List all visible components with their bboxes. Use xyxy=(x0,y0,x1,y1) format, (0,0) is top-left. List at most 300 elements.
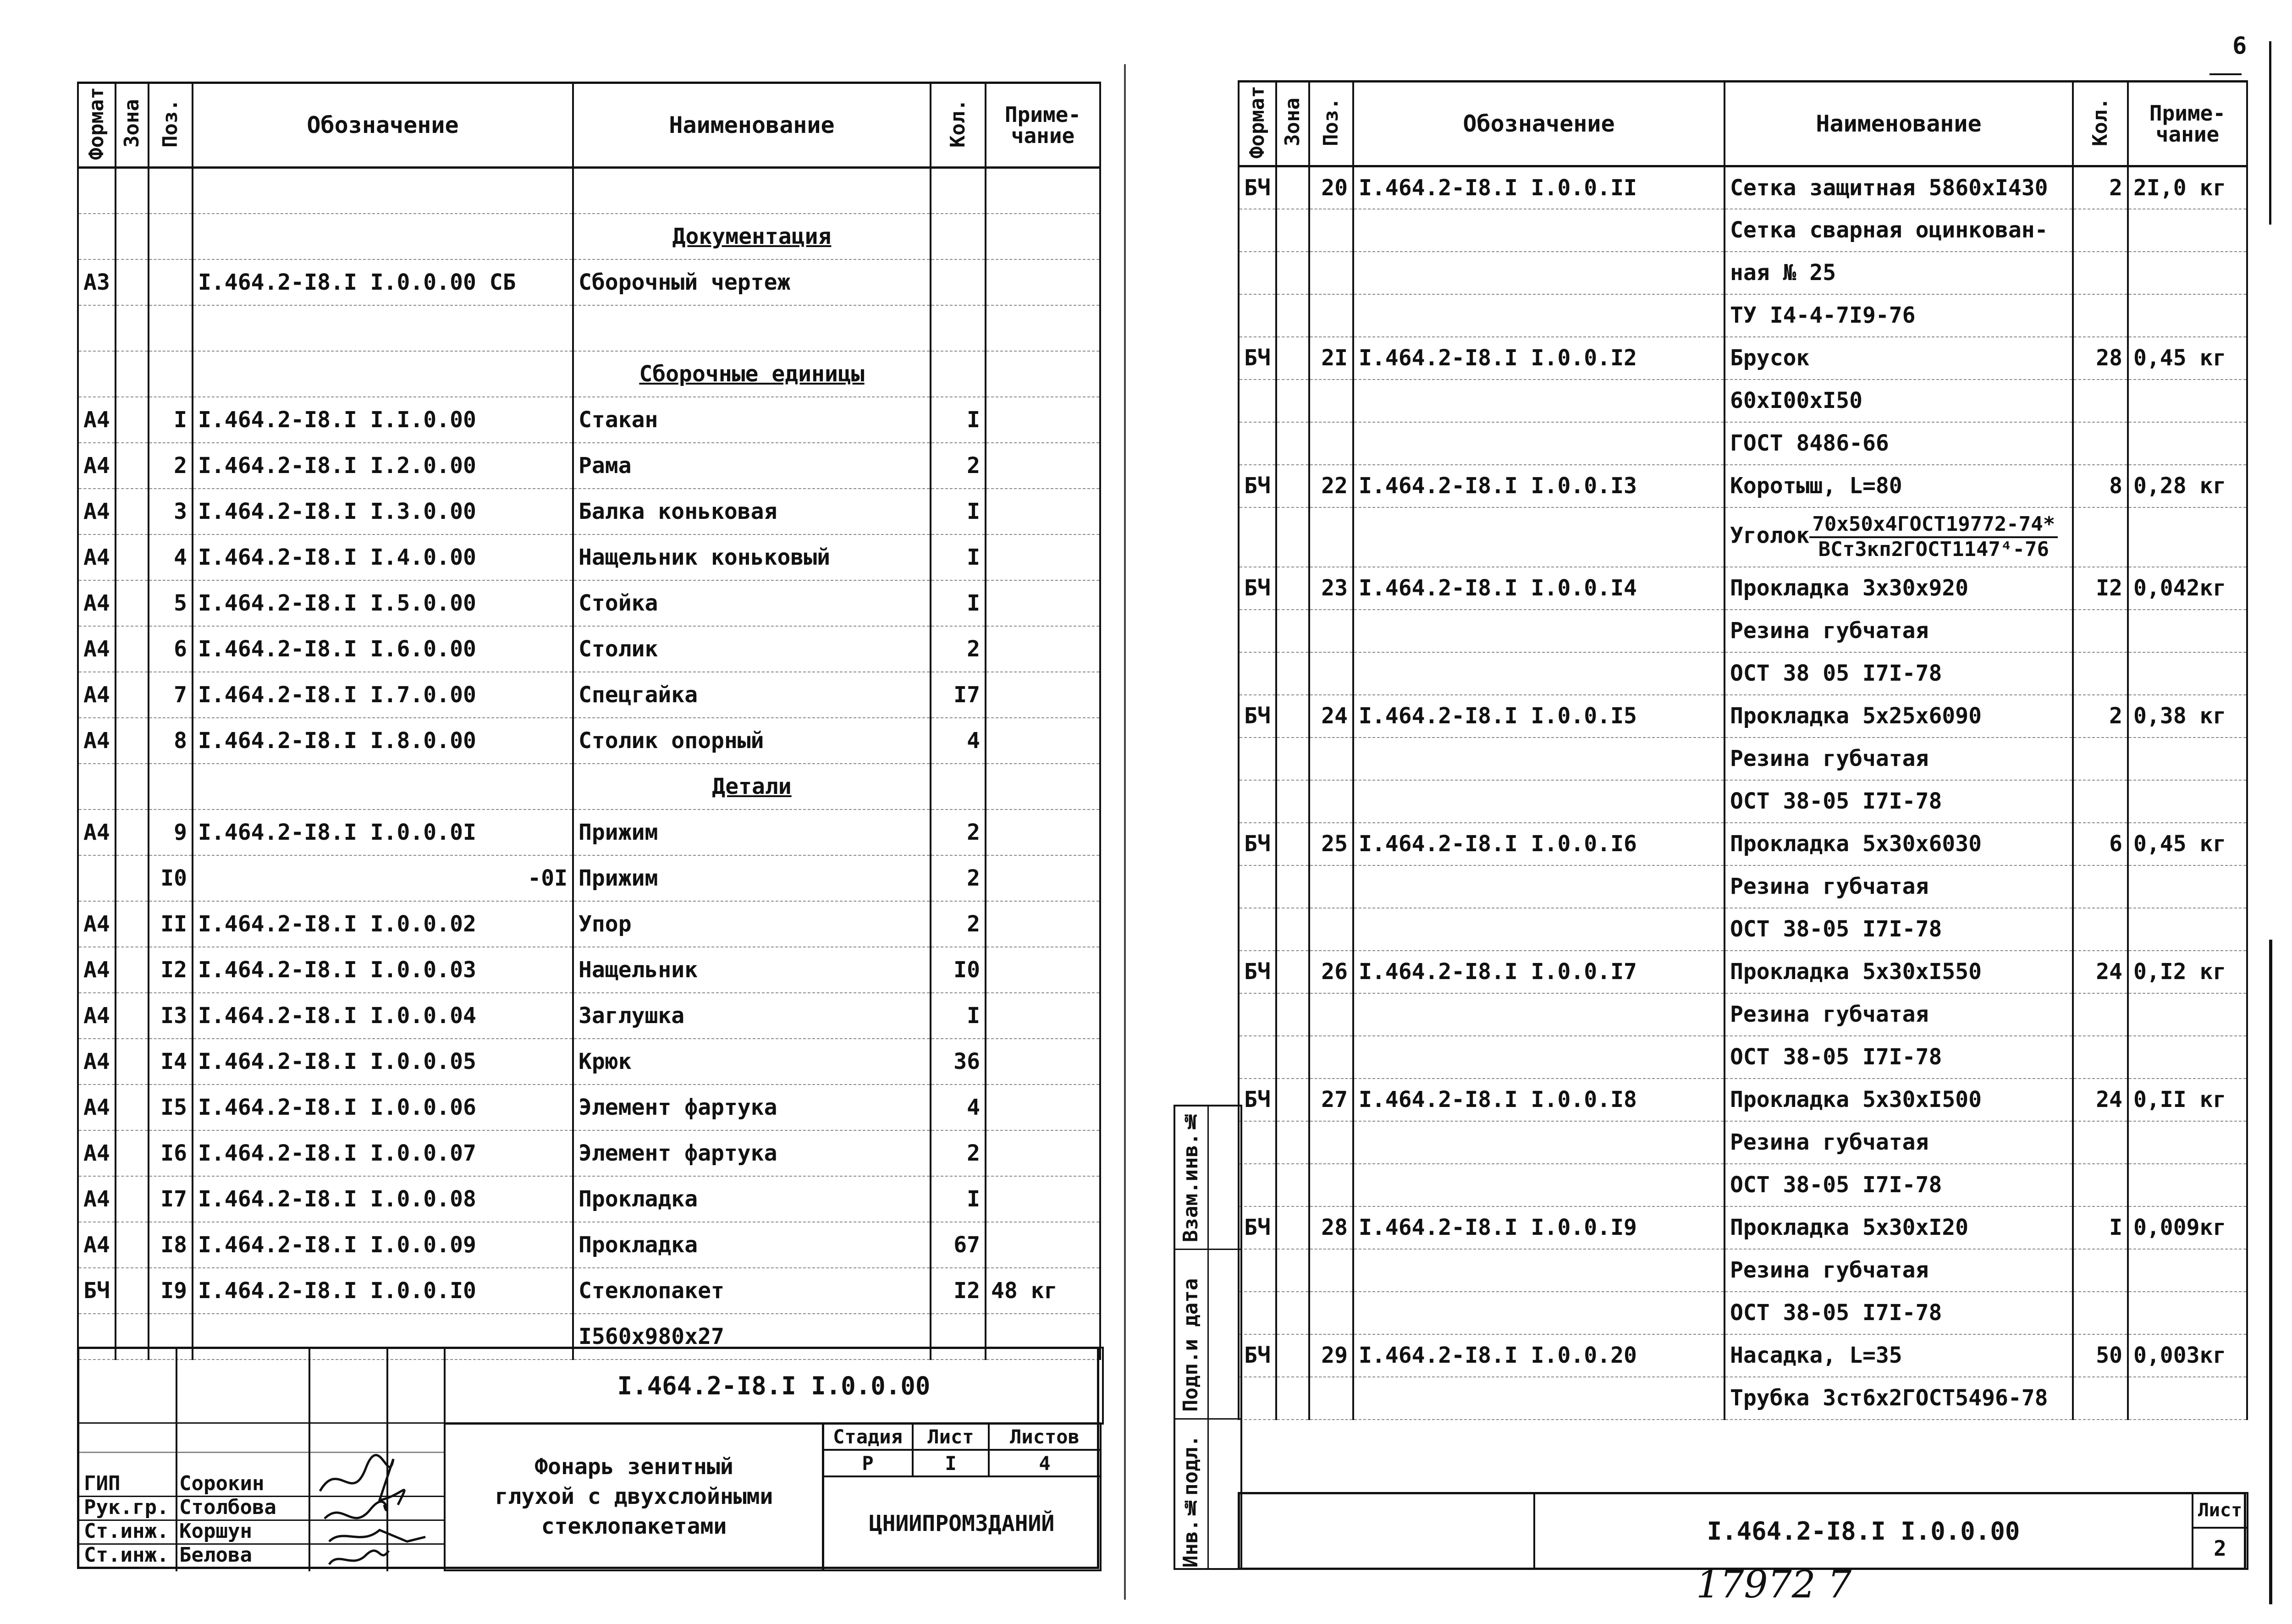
angle-fraction: $\frac{\text{70x50x4ГОСТ19772-74*}}{\text{ВСт3кп2ГОСТ1147⁴-76}}$ xyxy=(1809,513,2058,561)
name-cell: Прокладка xyxy=(573,1222,931,1268)
name-cell: Элемент фартука xyxy=(573,1085,931,1130)
designation-cell xyxy=(1353,380,1725,422)
designation-cell xyxy=(1353,1377,1725,1420)
position-cell: I6 xyxy=(149,1130,193,1176)
position-cell xyxy=(1309,294,1353,337)
name-cell: Прокладка xyxy=(573,1176,931,1222)
side-label-vzam-inv: Взам.инв.№ xyxy=(1179,1109,1202,1242)
spec-row xyxy=(1239,610,2247,652)
format-cell: А4 xyxy=(78,718,116,764)
name-cell: Стакан xyxy=(573,397,931,443)
name-cell: Прокладка 3x30x920 xyxy=(1725,567,2073,610)
format-cell: БЧ xyxy=(1239,1334,1276,1377)
position-cell: 23 xyxy=(1309,567,1353,610)
designation-cell: I.464.2-I8.I I.0.0.I8 xyxy=(1353,1079,1725,1121)
zone-cell xyxy=(116,947,149,993)
name-cell xyxy=(573,305,931,351)
name-cell: ОСТ 38-05 I7I-78 xyxy=(1725,1164,2073,1206)
page-corner-number: 6 xyxy=(2232,32,2247,60)
designation-cell: I.464.2-I8.I I.0.0.05 xyxy=(193,1039,573,1085)
zone-cell xyxy=(1276,695,1309,738)
format-cell xyxy=(1239,380,1276,422)
zone-cell xyxy=(116,809,149,855)
zone-cell xyxy=(116,901,149,947)
quantity-cell xyxy=(931,168,986,214)
format-cell xyxy=(1239,780,1276,823)
designation-cell xyxy=(1353,738,1725,780)
format-cell: БЧ xyxy=(1239,951,1276,993)
quantity-cell xyxy=(2073,507,2128,567)
col-note-header: Приме- чание xyxy=(986,83,1100,168)
spec-row xyxy=(1239,1377,2247,1420)
quantity-cell: 2 xyxy=(931,1130,986,1176)
quantity-cell: I xyxy=(931,534,986,580)
format-cell xyxy=(1239,294,1276,337)
zone-cell xyxy=(116,397,149,443)
designation-cell xyxy=(1353,1036,1725,1079)
zone-cell xyxy=(116,580,149,626)
zone-cell xyxy=(1276,422,1309,465)
name-cell: Резина губчатая xyxy=(1725,993,2073,1036)
quantity-cell: 2 xyxy=(2073,695,2128,738)
section-heading: Сборочные единицы xyxy=(573,351,931,397)
designation-cell: I.464.2-I8.I I.5.0.00 xyxy=(193,580,573,626)
note-cell xyxy=(2128,209,2247,252)
designation-cell: I.464.2-I8.I I.4.0.00 xyxy=(193,534,573,580)
format-cell: БЧ xyxy=(1239,337,1276,380)
right-stamp-sheet-value: 2 xyxy=(2192,1527,2248,1570)
position-cell xyxy=(1309,1249,1353,1292)
zone-cell xyxy=(116,855,149,901)
quantity-cell xyxy=(2073,865,2128,908)
left-header-row xyxy=(78,83,1100,168)
zone-cell xyxy=(1276,652,1309,695)
format-cell xyxy=(1239,865,1276,908)
zone-cell xyxy=(1276,1377,1309,1420)
format-cell xyxy=(78,855,116,901)
position-cell: 22 xyxy=(1309,465,1353,507)
signer-row: Ст.инж. Белова xyxy=(84,1543,252,1567)
format-cell: А4 xyxy=(78,901,116,947)
spec-row xyxy=(78,1085,1100,1130)
format-cell xyxy=(78,168,116,214)
signer-row: Рук.гр. Столбова xyxy=(79,1496,444,1521)
left-spec-body xyxy=(78,168,1100,1360)
position-cell: I8 xyxy=(149,1222,193,1268)
spec-row xyxy=(78,993,1100,1039)
designation-cell: I.464.2-I8.I I.0.0.03 xyxy=(193,947,573,993)
spec-row xyxy=(78,489,1100,534)
name-cell: Рама xyxy=(573,443,931,489)
name-cell: Прокладка 5x30xI20 xyxy=(1725,1206,2073,1249)
spec-row xyxy=(1239,465,2247,507)
spec-row xyxy=(1239,1079,2247,1121)
note-cell xyxy=(2128,380,2247,422)
quantity-cell xyxy=(2073,610,2128,652)
name-cell: Прокладка 5x25x6090 xyxy=(1725,695,2073,738)
quantity-cell xyxy=(2073,1377,2128,1420)
name-cell: Сборочный чертеж xyxy=(573,259,931,305)
designation-cell xyxy=(1353,252,1725,294)
quantity-cell xyxy=(931,305,986,351)
quantity-cell: I xyxy=(931,397,986,443)
quantity-cell: I2 xyxy=(2073,567,2128,610)
note-cell xyxy=(2128,252,2247,294)
zone-cell xyxy=(1276,1036,1309,1079)
name-cell: Прижим xyxy=(573,809,931,855)
spec-row xyxy=(78,947,1100,993)
note-cell xyxy=(986,489,1100,534)
designation-cell: -0I xyxy=(193,855,573,901)
name-cell: Заглушка xyxy=(573,993,931,1039)
position-cell xyxy=(1309,1292,1353,1334)
position-cell: 26 xyxy=(1309,951,1353,993)
col-qty-header: Кол. xyxy=(2073,82,2128,166)
name-cell: ОСТ 38 05 I7I-78 xyxy=(1725,652,2073,695)
format-cell: А4 xyxy=(78,534,116,580)
note-cell xyxy=(2128,780,2247,823)
name-cell: Стойка xyxy=(573,580,931,626)
note-cell xyxy=(986,305,1100,351)
note-cell xyxy=(2128,1036,2247,1079)
format-cell xyxy=(1239,252,1276,294)
right-spec-body xyxy=(1239,166,2247,1420)
stamp-sheets-label: Листов xyxy=(988,1422,1102,1451)
format-cell xyxy=(78,764,116,809)
corner-mark xyxy=(2209,73,2242,75)
format-cell xyxy=(1239,1121,1276,1164)
position-cell xyxy=(1309,993,1353,1036)
spec-row xyxy=(1239,567,2247,610)
note-cell xyxy=(986,718,1100,764)
position-cell xyxy=(1309,610,1353,652)
note-cell xyxy=(986,397,1100,443)
col-note-header: Приме- чание xyxy=(2128,82,2247,166)
left-spec-sheet xyxy=(77,82,1099,1360)
quantity-cell xyxy=(2073,209,2128,252)
note-cell xyxy=(2128,865,2247,908)
position-cell xyxy=(1309,380,1353,422)
note-cell: 0,042кг xyxy=(2128,567,2247,610)
spec-row xyxy=(78,397,1100,443)
format-cell xyxy=(1239,1036,1276,1079)
signature-scribbles xyxy=(311,1431,448,1569)
position-cell: 2I xyxy=(1309,337,1353,380)
stamp-stage-label: Стадия xyxy=(822,1422,914,1451)
position-cell: 8 xyxy=(149,718,193,764)
quantity-cell xyxy=(931,214,986,259)
spec-row xyxy=(1239,823,2247,865)
format-cell xyxy=(78,351,116,397)
spec-row xyxy=(1239,1249,2247,1292)
quantity-cell: I xyxy=(931,993,986,1039)
spec-row xyxy=(1239,738,2247,780)
designation-cell xyxy=(193,214,573,259)
name-cell xyxy=(573,168,931,214)
position-cell xyxy=(1309,1377,1353,1420)
name-cell: Коротыш, L=80 xyxy=(1725,465,2073,507)
col-zone-header: Зона xyxy=(116,83,149,168)
designation-cell xyxy=(1353,610,1725,652)
zone-cell xyxy=(116,351,149,397)
quantity-cell xyxy=(2073,1249,2128,1292)
quantity-cell: 24 xyxy=(2073,951,2128,993)
note-cell: 48 кг xyxy=(986,1268,1100,1314)
format-cell: А4 xyxy=(78,443,116,489)
note-cell xyxy=(986,259,1100,305)
col-qty-header: Кол. xyxy=(931,83,986,168)
spec-row xyxy=(78,1222,1100,1268)
note-cell xyxy=(986,168,1100,214)
name-cell: Резина губчатая xyxy=(1725,738,2073,780)
name-cell: Столик опорный xyxy=(573,718,931,764)
name-cell: Прокладка 5x30xI500 xyxy=(1725,1079,2073,1121)
spec-row xyxy=(1239,422,2247,465)
note-cell xyxy=(986,1130,1100,1176)
designation-cell: I.464.2-I8.I I.I.0.00 xyxy=(193,397,573,443)
stamp-doc-code: I.464.2-I8.I I.0.0.00 xyxy=(444,1347,1104,1425)
quantity-cell xyxy=(931,259,986,305)
designation-cell xyxy=(193,764,573,809)
position-cell: I4 xyxy=(149,1039,193,1085)
col-designation-header: Обозначение xyxy=(193,83,573,168)
position-cell xyxy=(1309,780,1353,823)
stamp-sheets-value: 4 xyxy=(988,1449,1102,1477)
note-cell xyxy=(986,1039,1100,1085)
zone-cell xyxy=(1276,951,1309,993)
spec-row xyxy=(1239,993,2247,1036)
quantity-cell xyxy=(2073,1036,2128,1079)
zone-cell xyxy=(116,1222,149,1268)
col-format-header: Формат xyxy=(78,83,116,168)
name-cell: Прокладка 5x30x6030 xyxy=(1725,823,2073,865)
format-cell xyxy=(1239,993,1276,1036)
format-cell xyxy=(78,214,116,259)
note-cell: 0,45 кг xyxy=(2128,823,2247,865)
quantity-cell xyxy=(931,351,986,397)
note-cell xyxy=(2128,993,2247,1036)
handwritten-inventory-number: 17972 7 xyxy=(1696,1563,1852,1607)
quantity-cell xyxy=(2073,380,2128,422)
right-header-row xyxy=(1239,82,2247,166)
position-cell: I3 xyxy=(149,993,193,1039)
spec-row xyxy=(1239,1292,2247,1334)
spec-row xyxy=(1239,695,2247,738)
name-cell: Сетка сварная оцинкован- xyxy=(1725,209,2073,252)
spec-row xyxy=(78,580,1100,626)
zone-cell xyxy=(116,626,149,672)
designation-cell xyxy=(1353,507,1725,567)
name-cell: Прокладка 5x30xI550 xyxy=(1725,951,2073,993)
position-cell xyxy=(149,259,193,305)
spec-row xyxy=(78,855,1100,901)
angle-prefix: Уголок xyxy=(1730,523,1810,549)
format-cell xyxy=(1239,1377,1276,1420)
name-cell: Сетка защитная 5860xI430 xyxy=(1725,166,2073,209)
note-cell xyxy=(2128,1377,2247,1420)
right-stamp-sheet-label: Лист xyxy=(2192,1492,2248,1529)
zone-cell xyxy=(1276,1334,1309,1377)
format-cell xyxy=(1239,1292,1276,1334)
position-cell: I7 xyxy=(149,1176,193,1222)
position-cell: 24 xyxy=(1309,695,1353,738)
section-heading: Детали xyxy=(573,764,931,809)
designation-cell: I.464.2-I8.I I.0.0.I4 xyxy=(1353,567,1725,610)
spec-row xyxy=(1239,507,2247,567)
position-cell: 25 xyxy=(1309,823,1353,865)
quantity-cell xyxy=(2073,1164,2128,1206)
designation-cell: I.464.2-I8.I I.0.0.I5 xyxy=(1353,695,1725,738)
format-cell: БЧ xyxy=(1239,1079,1276,1121)
note-cell xyxy=(2128,1121,2247,1164)
designation-cell xyxy=(1353,780,1725,823)
section-heading: Документация xyxy=(573,214,931,259)
quantity-cell: I xyxy=(931,1176,986,1222)
zone-cell xyxy=(116,305,149,351)
format-cell xyxy=(1239,422,1276,465)
format-cell: БЧ xyxy=(1239,166,1276,209)
designation-cell: I.464.2-I8.I I.3.0.00 xyxy=(193,489,573,534)
note-cell xyxy=(986,626,1100,672)
spec-row xyxy=(78,672,1100,718)
name-cell: Упор xyxy=(573,901,931,947)
position-cell: 2 xyxy=(149,443,193,489)
stamp-title: Фонарь зенитный глухой с двухслойными стеклопакетами xyxy=(444,1422,824,1571)
designation-cell: I.464.2-I8.I I.0.0.09 xyxy=(193,1222,573,1268)
note-cell xyxy=(986,214,1100,259)
format-cell xyxy=(1239,209,1276,252)
quantity-cell xyxy=(931,764,986,809)
designation-cell: I.464.2-I8.I I.7.0.00 xyxy=(193,672,573,718)
quantity-cell: 2 xyxy=(931,901,986,947)
note-cell xyxy=(986,443,1100,489)
note-cell xyxy=(986,1085,1100,1130)
note-cell xyxy=(986,947,1100,993)
right-title-block xyxy=(1238,1492,2246,1570)
note-cell: 0,I2 кг xyxy=(2128,951,2247,993)
quantity-cell: 50 xyxy=(2073,1334,2128,1377)
format-cell: А4 xyxy=(78,993,116,1039)
quantity-cell xyxy=(2073,908,2128,951)
left-title-block xyxy=(77,1347,1099,1569)
note-cell xyxy=(2128,610,2247,652)
position-cell: I5 xyxy=(149,1085,193,1130)
spec-row xyxy=(78,764,1100,809)
quantity-cell xyxy=(2073,738,2128,780)
col-name-header: Наименование xyxy=(1725,82,2073,166)
format-cell: БЧ xyxy=(1239,823,1276,865)
side-label-podp-data: Подп.и дата xyxy=(1179,1278,1202,1412)
spec-row xyxy=(1239,865,2247,908)
format-cell xyxy=(1239,1164,1276,1206)
quantity-cell xyxy=(2073,294,2128,337)
zone-cell xyxy=(1276,823,1309,865)
spec-row xyxy=(78,626,1100,672)
zone-cell xyxy=(116,718,149,764)
position-cell: 4 xyxy=(149,534,193,580)
spec-row xyxy=(1239,951,2247,993)
quantity-cell: 4 xyxy=(931,718,986,764)
zone-cell xyxy=(1276,1292,1309,1334)
zone-cell xyxy=(116,259,149,305)
note-cell: 2I,0 кг xyxy=(2128,166,2247,209)
zone-cell xyxy=(1276,738,1309,780)
name-cell: Трубка 3ст6x2ГОСТ5496-78 xyxy=(1725,1377,2073,1420)
position-cell: 27 xyxy=(1309,1079,1353,1121)
designation-cell: I.464.2-I8.I I.0.0.04 xyxy=(193,993,573,1039)
position-cell: II xyxy=(149,901,193,947)
name-cell: Спецгайка xyxy=(573,672,931,718)
designation-cell: I.464.2-I8.I I.0.0.I0 xyxy=(193,1268,573,1314)
zone-cell xyxy=(116,1039,149,1085)
format-cell: БЧ xyxy=(1239,695,1276,738)
stamp-sheet-label: Лист xyxy=(912,1422,990,1451)
center-fold-line xyxy=(1124,64,1126,1600)
quantity-cell: 67 xyxy=(931,1222,986,1268)
designation-cell xyxy=(1353,865,1725,908)
designation-cell: I.464.2-I8.I I.0.0.I6 xyxy=(1353,823,1725,865)
col-name-header: Наименование xyxy=(573,83,931,168)
name-cell: ОСТ 38-05 I7I-78 xyxy=(1725,780,2073,823)
note-cell xyxy=(986,855,1100,901)
name-cell: Резина губчатая xyxy=(1725,1121,2073,1164)
spec-row xyxy=(1239,252,2247,294)
quantity-cell: 2 xyxy=(931,855,986,901)
note-cell xyxy=(986,351,1100,397)
format-cell: А4 xyxy=(78,626,116,672)
spec-row xyxy=(78,1268,1100,1314)
name-cell: Балка коньковая xyxy=(573,489,931,534)
position-cell xyxy=(1309,738,1353,780)
position-cell xyxy=(1309,1121,1353,1164)
designation-cell: I.464.2-I8.I I.0.0.I9 xyxy=(1353,1206,1725,1249)
zone-cell xyxy=(1276,337,1309,380)
designation-cell xyxy=(193,305,573,351)
quantity-cell: I xyxy=(2073,1206,2128,1249)
name-cell: ная № 25 xyxy=(1725,252,2073,294)
designation-cell xyxy=(193,168,573,214)
position-cell: 29 xyxy=(1309,1334,1353,1377)
position-cell: I9 xyxy=(149,1268,193,1314)
position-cell: 20 xyxy=(1309,166,1353,209)
position-cell: 5 xyxy=(149,580,193,626)
zone-cell xyxy=(116,214,149,259)
spec-row xyxy=(78,214,1100,259)
name-cell: Нащельник xyxy=(573,947,931,993)
designation-cell: I.464.2-I8.I I.0.0.I7 xyxy=(1353,951,1725,993)
quantity-cell: 24 xyxy=(2073,1079,2128,1121)
name-cell: Брусок xyxy=(1725,337,2073,380)
right-stamp-doc-code: I.464.2-I8.I I.0.0.00 xyxy=(1533,1492,2193,1570)
spec-row xyxy=(78,443,1100,489)
spec-row xyxy=(78,809,1100,855)
zone-cell xyxy=(1276,780,1309,823)
right-spec-sheet xyxy=(1238,80,2246,1420)
spec-row xyxy=(1239,1164,2247,1206)
note-cell: 0,003кг xyxy=(2128,1334,2247,1377)
position-cell xyxy=(149,168,193,214)
zone-cell xyxy=(1276,865,1309,908)
format-cell: А4 xyxy=(78,672,116,718)
right-edge-mark xyxy=(2269,41,2271,225)
zone-cell xyxy=(116,1130,149,1176)
note-cell xyxy=(986,993,1100,1039)
format-cell: А4 xyxy=(78,809,116,855)
quantity-cell xyxy=(2073,993,2128,1036)
position-cell xyxy=(1309,507,1353,567)
zone-cell xyxy=(1276,166,1309,209)
designation-cell xyxy=(193,351,573,397)
